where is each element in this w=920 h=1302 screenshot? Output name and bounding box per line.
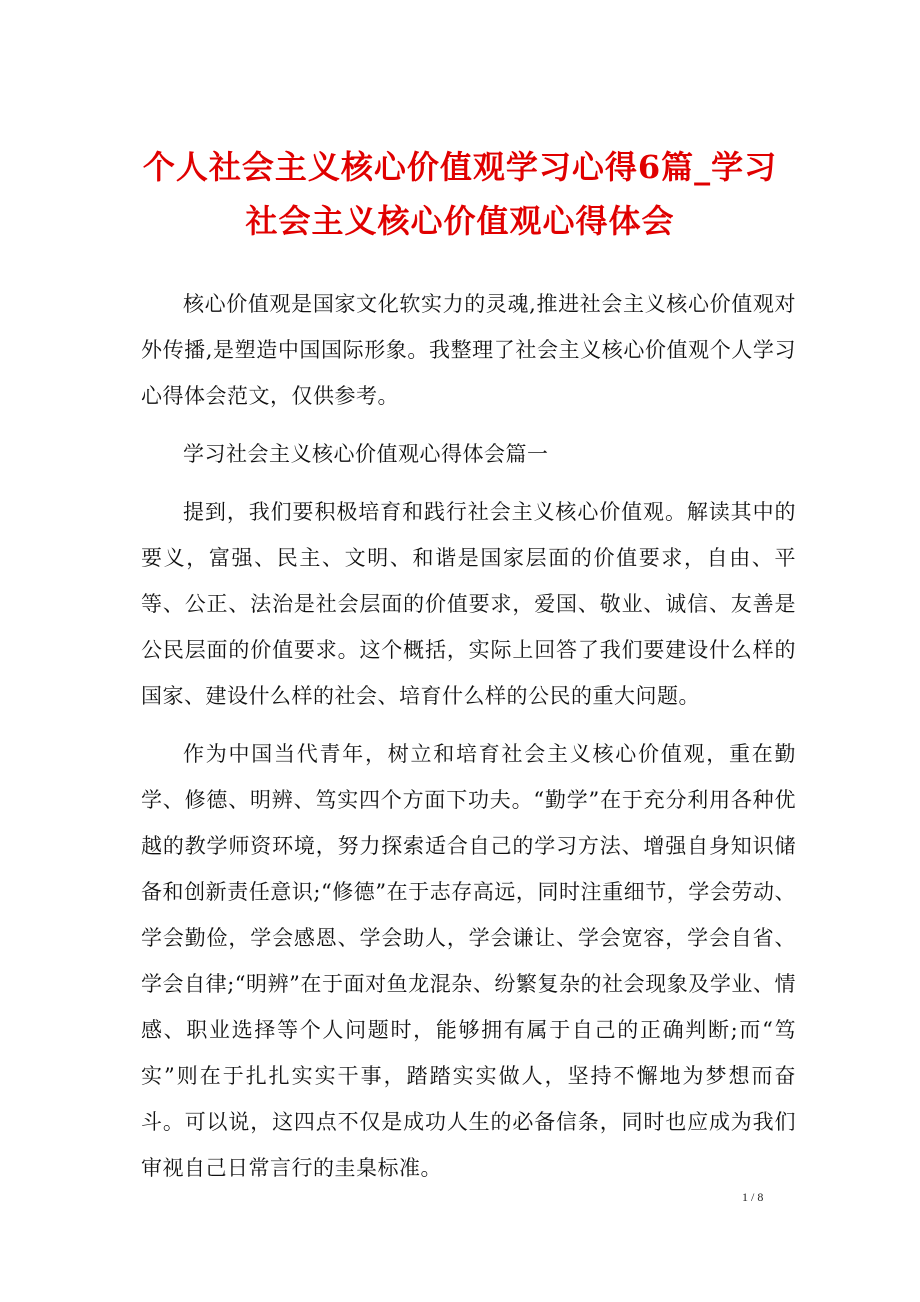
- section-heading: 学习社会主义核心价值观心得体会篇一: [183, 442, 549, 466]
- intro-paragraph: 核心价值观是国家文化软实力的灵魂,推进社会主义核心价值观对外传播,是塑造中国国际形象。我整理了社会主义核心价值观个人学习心得体会范文，仅供参考。: [141, 292, 796, 408]
- body-paragraph: 提到，我们要积极培育和践行社会主义核心价值观。解读其中的要义，富强、民主、文明、和谐是国家层面的价值要求，自由、平等、公正、法治是社会层面的价值要求，爱国、敬业、诚信、友善是公民层面的价值要求。这个概括，实际上回答了我们要建设什么样的国家、建设什么样的社会、培育什么样的公民的重大问题。: [141, 500, 796, 708]
- page-number: 1 / 8: [742, 1190, 764, 1204]
- document-body: [141, 281, 796, 1191]
- document-title: 个人社会主义核心价值观学习心得6篇_学习社会主义核心价值观心得体会: [142, 148, 778, 240]
- body-paragraph: 作为中国当代青年，树立和培育社会主义核心价值观，重在勤学、修德、明辨、笃实四个方面下功夫。“勤学”在于充分利用各种优越的教学师资环境，努力探索适合自己的学习方法、增强自身知识储备和创新责任意识;“修德”在于志存高远，同时注重细节，学会劳动、学会勤俭，学会感恩、学会助人，学会谦让、学会宽容，学会自省、学会自律;“明辨”在于面对鱼龙混杂、纷繁复杂的社会现象及学业、情感、职业选择等个人问题时，能够拥有属于自己的正确判断;而“笃实”则在于扎扎实实干事，踏踏实实做人，坚持不懈地为梦想而奋斗。可以说，这四点不仅是成功人生的必备信条，同时也应成为我们审视自己日常言行的圭臬标准。: [141, 742, 796, 1180]
